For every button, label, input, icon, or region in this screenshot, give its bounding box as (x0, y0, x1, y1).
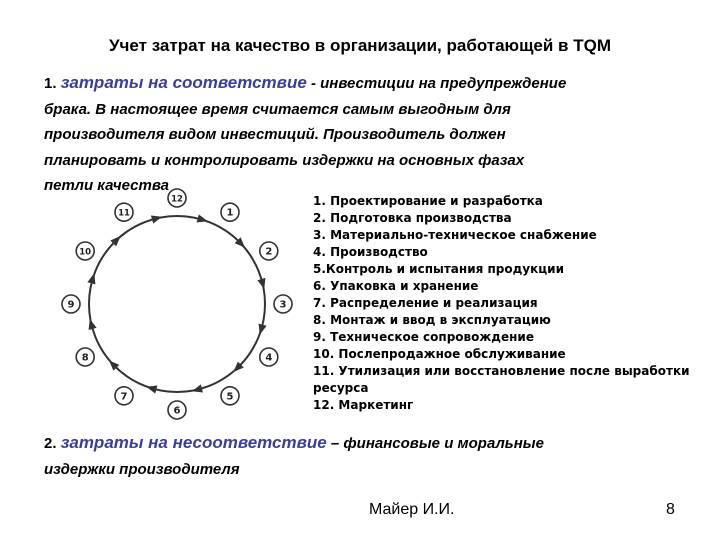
loop-node-number: 11 (118, 208, 130, 219)
loop-arrow (91, 324, 93, 330)
term-conformance: затраты на соответствие (60, 73, 307, 92)
footer-author: Майер И.И. (369, 501, 455, 518)
loop-arrow (197, 388, 203, 390)
section-number: 2. (44, 435, 57, 452)
loop-step-item: 5.Контроль и испытания продукции (313, 262, 564, 276)
loop-arrow (151, 388, 157, 390)
loop-node-number: 4 (265, 352, 273, 364)
slide-title: Учет затрат на качество в организации, работающей в TQM (108, 36, 611, 55)
loop-node-number: 8 (81, 352, 89, 364)
loop-step-item: 2. Подготовка производства (313, 211, 512, 225)
loop-step-item: 1. Проектирование и разработка (313, 194, 543, 208)
loop-step-item: 6. Упаковка и хранение (313, 279, 479, 293)
loop-step-item: 12. Маркетинг (313, 398, 414, 412)
paragraph-line: финансовые и моральные (343, 435, 544, 452)
loop-arrow (261, 278, 263, 284)
loop-step-item: 11. Утилизация или восстановление после выработки ресурса (313, 364, 690, 395)
loop-step-item: 4. Производство (313, 245, 428, 259)
paragraph-nonconformance-costs (44, 430, 684, 482)
loop-node-number: 9 (67, 299, 75, 311)
paragraph-line: инвестиции на предупреждение (320, 75, 567, 92)
loop-node-number: 10 (79, 247, 92, 258)
loop-arrow (197, 218, 203, 220)
loop-arrow (261, 324, 263, 330)
quality-loop-diagram (52, 186, 312, 426)
paragraph-line: брака. В настоящее время считается самым выгодным для (44, 100, 511, 118)
paragraph-line: петли качества (44, 177, 170, 195)
loop-step-item: 8. Монтаж и ввод в эксплуатацию (313, 313, 551, 327)
loop-node-number: 5 (226, 391, 234, 403)
term-nonconformance: затраты на несоответствие (60, 433, 327, 452)
paragraph-line: производителя видом инвестиций. Производитель должен (44, 126, 506, 144)
loop-arrow (113, 240, 117, 244)
paragraph-line: планировать и контролировать издержки на основных фазах (44, 151, 525, 169)
loop-arrow (113, 364, 117, 368)
loop-arrow (151, 218, 157, 220)
term-separator: - (306, 75, 321, 92)
loop-node-number: 12 (171, 194, 183, 205)
paragraph-conformance-costs (44, 70, 684, 199)
loop-step-item: 7. Распределение и реализация (313, 296, 538, 310)
loop-step-item: 9. Техническое сопровождение (313, 330, 534, 344)
section-number: 1. (44, 75, 57, 92)
page-number: 8 (666, 501, 675, 518)
loop-node-number: 2 (265, 246, 273, 258)
term-separator: – (326, 435, 344, 452)
paragraph-line: издержки производителя (44, 460, 240, 478)
loop-node-number: 7 (120, 391, 128, 403)
loop-arrow (237, 364, 241, 368)
loop-node-number: 3 (279, 299, 287, 311)
loop-step-item: 10. Послепродажное обслуживание (313, 347, 566, 361)
loop-node-number: 1 (226, 207, 234, 219)
loop-circle (89, 216, 265, 392)
loop-arrow (91, 278, 93, 284)
loop-arrow (237, 240, 241, 244)
loop-step-item: 3. Материально-техническое снабжение (313, 228, 597, 242)
loop-steps-list (313, 193, 713, 414)
loop-node-number: 6 (173, 405, 181, 417)
